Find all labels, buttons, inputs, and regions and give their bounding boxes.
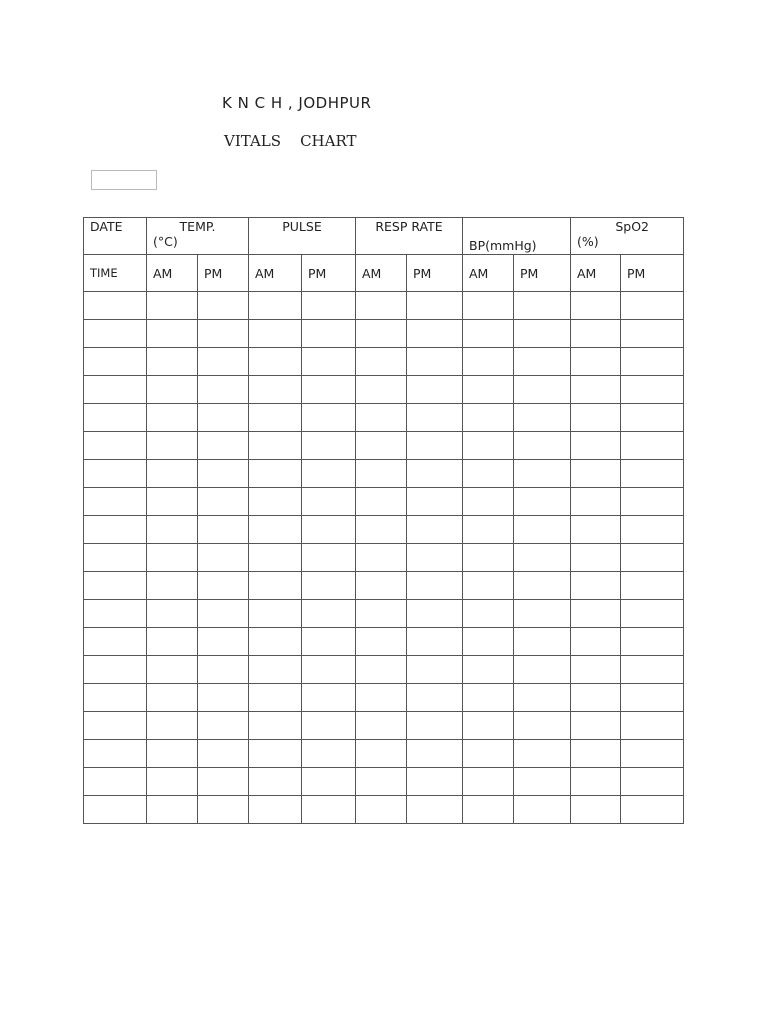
entry-cell[interactable] [356, 740, 407, 768]
bp-pm-header: PM [514, 255, 571, 292]
entry-cell[interactable] [621, 404, 684, 432]
entry-cell[interactable] [463, 348, 514, 376]
entry-cell[interactable] [249, 684, 302, 712]
entry-cell[interactable] [621, 460, 684, 488]
entry-cell[interactable] [198, 432, 249, 460]
entry-cell[interactable] [514, 516, 571, 544]
entry-cell[interactable] [463, 516, 514, 544]
entry-cell[interactable] [407, 320, 463, 348]
entry-cell[interactable] [198, 516, 249, 544]
entry-cell[interactable] [463, 572, 514, 600]
header-row-sub [84, 255, 684, 292]
spo2-header: SpO2 (%) [571, 218, 684, 255]
entry-cell[interactable] [514, 432, 571, 460]
entry-cell[interactable] [356, 460, 407, 488]
entry-cell[interactable] [147, 544, 198, 572]
entry-cell[interactable] [407, 432, 463, 460]
entry-cell[interactable] [302, 292, 356, 320]
table-row [84, 768, 684, 796]
entry-cell[interactable] [147, 768, 198, 796]
entry-cell[interactable] [621, 712, 684, 740]
entry-cell[interactable] [621, 544, 684, 572]
entry-cell[interactable] [147, 404, 198, 432]
entry-cell[interactable] [84, 348, 147, 376]
entry-cell[interactable] [302, 796, 356, 824]
date-header: DATE [84, 218, 147, 255]
table-row [84, 516, 684, 544]
entry-cell[interactable] [147, 740, 198, 768]
entry-cell[interactable] [84, 404, 147, 432]
entry-cell[interactable] [84, 488, 147, 516]
entry-cell[interactable] [407, 460, 463, 488]
entry-cell[interactable] [302, 740, 356, 768]
entry-cell[interactable] [249, 516, 302, 544]
bp-am-header: AM [463, 255, 514, 292]
entry-cell[interactable] [407, 348, 463, 376]
entry-cell[interactable] [147, 460, 198, 488]
entry-cell[interactable] [198, 768, 249, 796]
entry-cell[interactable] [514, 320, 571, 348]
entry-cell[interactable] [249, 600, 302, 628]
table-row [84, 376, 684, 404]
entry-cell[interactable] [571, 656, 621, 684]
entry-cell[interactable] [84, 516, 147, 544]
entry-cell[interactable] [514, 460, 571, 488]
entry-cell[interactable] [571, 404, 621, 432]
entry-cell[interactable] [463, 684, 514, 712]
entry-cell[interactable] [147, 600, 198, 628]
entry-cell[interactable] [198, 600, 249, 628]
table-row [84, 432, 684, 460]
entry-cell[interactable] [84, 572, 147, 600]
entry-cell[interactable] [147, 628, 198, 656]
entry-cell[interactable] [407, 404, 463, 432]
entry-cell[interactable] [302, 656, 356, 684]
entry-cell[interactable] [621, 292, 684, 320]
entry-cell[interactable] [84, 684, 147, 712]
temp-unit: (°C) [153, 234, 178, 249]
spo2-pm-header: PM [621, 255, 684, 292]
entry-cell[interactable] [198, 488, 249, 516]
entry-cell[interactable] [249, 488, 302, 516]
entry-cell[interactable] [84, 432, 147, 460]
entry-cell[interactable] [147, 712, 198, 740]
entry-cell[interactable] [571, 768, 621, 796]
pulse-am-header: AM [249, 255, 302, 292]
entry-cell[interactable] [463, 768, 514, 796]
entry-cell[interactable] [571, 320, 621, 348]
entry-cell[interactable] [621, 488, 684, 516]
entry-cell[interactable] [356, 796, 407, 824]
table-row [84, 320, 684, 348]
entry-cell[interactable] [356, 488, 407, 516]
entry-cell[interactable] [249, 740, 302, 768]
entry-cell[interactable] [571, 432, 621, 460]
table-row [84, 684, 684, 712]
entry-cell[interactable] [147, 292, 198, 320]
entry-cell[interactable] [407, 684, 463, 712]
entry-cell[interactable] [356, 376, 407, 404]
entry-cell[interactable] [249, 768, 302, 796]
bp-header: BP(mmHg) [463, 218, 571, 255]
entry-cell[interactable] [249, 712, 302, 740]
temp-header: TEMP. (°C) [147, 218, 249, 255]
entry-cell[interactable] [147, 320, 198, 348]
entry-cell[interactable] [514, 488, 571, 516]
entry-cell[interactable] [249, 292, 302, 320]
entry-cell[interactable] [147, 516, 198, 544]
entry-cell[interactable] [356, 572, 407, 600]
table-row [84, 348, 684, 376]
entry-cell[interactable] [463, 544, 514, 572]
entry-cell[interactable] [147, 684, 198, 712]
table-row [84, 488, 684, 516]
entry-cell[interactable] [621, 656, 684, 684]
entry-cell[interactable] [249, 404, 302, 432]
entry-cell[interactable] [249, 348, 302, 376]
entry-cell[interactable] [514, 292, 571, 320]
entry-cell[interactable] [407, 796, 463, 824]
entry-cell[interactable] [302, 712, 356, 740]
table-row [84, 572, 684, 600]
entry-cell[interactable] [198, 292, 249, 320]
entry-cell[interactable] [84, 544, 147, 572]
pulse-pm-header: PM [302, 255, 356, 292]
entry-cell[interactable] [302, 572, 356, 600]
entry-cell[interactable] [84, 628, 147, 656]
entry-cell[interactable] [198, 404, 249, 432]
entry-cell[interactable] [571, 292, 621, 320]
entry-cell[interactable] [463, 376, 514, 404]
entry-cell[interactable] [356, 348, 407, 376]
entry-cell[interactable] [84, 600, 147, 628]
entry-cell[interactable] [514, 376, 571, 404]
entry-cell[interactable] [621, 628, 684, 656]
entry-cell[interactable] [463, 404, 514, 432]
entry-cell[interactable] [571, 796, 621, 824]
entry-cell[interactable] [84, 656, 147, 684]
entry-cell[interactable] [198, 684, 249, 712]
entry-cell[interactable] [571, 348, 621, 376]
entry-cell[interactable] [463, 432, 514, 460]
entry-cell[interactable] [84, 796, 147, 824]
entry-cell[interactable] [621, 432, 684, 460]
entry-cell[interactable] [407, 656, 463, 684]
entry-cell[interactable] [249, 544, 302, 572]
entry-cell[interactable] [514, 404, 571, 432]
entry-cell[interactable] [84, 460, 147, 488]
entry-cell[interactable] [407, 544, 463, 572]
resp-rate-header: RESP RATE [356, 218, 463, 255]
table-row [84, 712, 684, 740]
entry-cell[interactable] [621, 684, 684, 712]
entry-cell[interactable] [249, 656, 302, 684]
entry-cell[interactable] [198, 628, 249, 656]
entry-cell[interactable] [356, 544, 407, 572]
table-row [84, 740, 684, 768]
entry-cell[interactable] [302, 320, 356, 348]
entry-cell[interactable] [571, 712, 621, 740]
entry-cell[interactable] [302, 628, 356, 656]
entry-cell[interactable] [571, 516, 621, 544]
entry-cell[interactable] [198, 320, 249, 348]
entry-cell[interactable] [356, 712, 407, 740]
entry-cell[interactable] [514, 712, 571, 740]
entry-cell[interactable] [147, 656, 198, 684]
entry-cell[interactable] [407, 572, 463, 600]
entry-cell[interactable] [147, 376, 198, 404]
entry-cell[interactable] [84, 376, 147, 404]
entry-cell[interactable] [198, 460, 249, 488]
entry-cell[interactable] [84, 768, 147, 796]
hospital-title: K N C H , JODHPUR [222, 94, 372, 112]
resp-pm-header: PM [407, 255, 463, 292]
entry-cell[interactable] [249, 572, 302, 600]
entry-cell[interactable] [463, 460, 514, 488]
entry-cell[interactable] [249, 796, 302, 824]
entry-cell[interactable] [514, 796, 571, 824]
entry-cell[interactable] [463, 320, 514, 348]
entry-cell[interactable] [249, 460, 302, 488]
entry-cell[interactable] [463, 488, 514, 516]
entry-cell[interactable] [407, 292, 463, 320]
spo2-am-header: AM [571, 255, 621, 292]
entry-cell[interactable] [571, 488, 621, 516]
entry-cell[interactable] [84, 712, 147, 740]
table-row [84, 600, 684, 628]
entry-cell[interactable] [356, 684, 407, 712]
temp-pm-header: PM [198, 255, 249, 292]
entry-cell[interactable] [514, 740, 571, 768]
entry-cell[interactable] [621, 516, 684, 544]
entry-cell[interactable] [514, 768, 571, 796]
entry-cell[interactable] [621, 740, 684, 768]
entry-cell[interactable] [356, 628, 407, 656]
entry-cell[interactable] [514, 348, 571, 376]
entry-cell[interactable] [302, 376, 356, 404]
entry-cell[interactable] [249, 628, 302, 656]
entry-cell[interactable] [302, 544, 356, 572]
entry-cell[interactable] [356, 656, 407, 684]
time-header: TIME [84, 255, 147, 292]
entry-cell[interactable] [407, 712, 463, 740]
entry-cell[interactable] [147, 348, 198, 376]
entry-cell[interactable] [463, 712, 514, 740]
entry-cell[interactable] [463, 292, 514, 320]
entry-cell[interactable] [356, 432, 407, 460]
entry-cell[interactable] [463, 600, 514, 628]
entry-cell[interactable] [198, 376, 249, 404]
entry-cell[interactable] [147, 432, 198, 460]
entry-cell[interactable] [84, 320, 147, 348]
temp-am-header: AM [147, 255, 198, 292]
entry-cell[interactable] [514, 628, 571, 656]
entry-cell[interactable] [407, 600, 463, 628]
entry-cell[interactable] [621, 600, 684, 628]
entry-cell[interactable] [571, 740, 621, 768]
entry-cell[interactable] [514, 684, 571, 712]
entry-cell[interactable] [302, 432, 356, 460]
entry-cell[interactable] [463, 656, 514, 684]
entry-cell[interactable] [571, 684, 621, 712]
entry-cell[interactable] [147, 796, 198, 824]
entry-cell[interactable] [302, 516, 356, 544]
table-row [84, 544, 684, 572]
entry-cell[interactable] [407, 516, 463, 544]
table-row [84, 656, 684, 684]
entry-cell[interactable] [356, 404, 407, 432]
entry-cell[interactable] [302, 768, 356, 796]
entry-cell[interactable] [571, 460, 621, 488]
entry-cell[interactable] [302, 600, 356, 628]
table-row [84, 460, 684, 488]
entry-cell[interactable] [571, 376, 621, 404]
table-row [84, 292, 684, 320]
entry-cell[interactable] [621, 572, 684, 600]
entry-cell[interactable] [463, 796, 514, 824]
entry-cell[interactable] [249, 320, 302, 348]
entry-cell[interactable] [198, 348, 249, 376]
entry-cell[interactable] [356, 320, 407, 348]
entry-cell[interactable] [514, 572, 571, 600]
entry-cell[interactable] [198, 712, 249, 740]
resp-am-header: AM [356, 255, 407, 292]
entry-cell[interactable] [198, 656, 249, 684]
entry-cell[interactable] [356, 516, 407, 544]
entry-cell[interactable] [198, 572, 249, 600]
table-row [84, 628, 684, 656]
entry-cell[interactable] [356, 292, 407, 320]
entry-cell[interactable] [198, 796, 249, 824]
entry-cell[interactable] [621, 348, 684, 376]
spo2-unit: (%) [577, 234, 599, 249]
entry-cell[interactable] [621, 320, 684, 348]
vitals-table [83, 217, 684, 824]
entry-cell[interactable] [84, 740, 147, 768]
entry-cell[interactable] [407, 768, 463, 796]
entry-cell[interactable] [571, 572, 621, 600]
entry-cell[interactable] [198, 544, 249, 572]
pulse-header: PULSE [249, 218, 356, 255]
table-row [84, 796, 684, 824]
entry-cell[interactable] [249, 376, 302, 404]
entry-cell[interactable] [571, 544, 621, 572]
entry-cell[interactable] [302, 684, 356, 712]
entry-cell[interactable] [407, 376, 463, 404]
entry-cell[interactable] [514, 544, 571, 572]
entry-cell[interactable] [147, 488, 198, 516]
entry-cell[interactable] [514, 600, 571, 628]
entry-cell[interactable] [356, 768, 407, 796]
entry-cell[interactable] [302, 348, 356, 376]
entry-cell[interactable] [407, 740, 463, 768]
entry-cell[interactable] [621, 376, 684, 404]
entry-cell[interactable] [356, 600, 407, 628]
entry-cell[interactable] [621, 768, 684, 796]
entry-cell[interactable] [514, 656, 571, 684]
header-row-main [84, 218, 684, 255]
entry-cell[interactable] [463, 628, 514, 656]
entry-cell[interactable] [198, 740, 249, 768]
entry-cell[interactable] [84, 292, 147, 320]
entry-cell[interactable] [621, 796, 684, 824]
entry-cell[interactable] [571, 628, 621, 656]
entry-cell[interactable] [302, 488, 356, 516]
entry-cell[interactable] [249, 432, 302, 460]
table-row [84, 404, 684, 432]
entry-cell[interactable] [302, 404, 356, 432]
entry-cell[interactable] [571, 600, 621, 628]
entry-cell[interactable] [147, 572, 198, 600]
entry-cell[interactable] [407, 488, 463, 516]
entry-cell[interactable] [302, 460, 356, 488]
entry-cell[interactable] [463, 740, 514, 768]
chart-subtitle: VITALS CHART [224, 132, 357, 150]
entry-cell[interactable] [407, 628, 463, 656]
blank-entry-box[interactable] [91, 170, 157, 190]
